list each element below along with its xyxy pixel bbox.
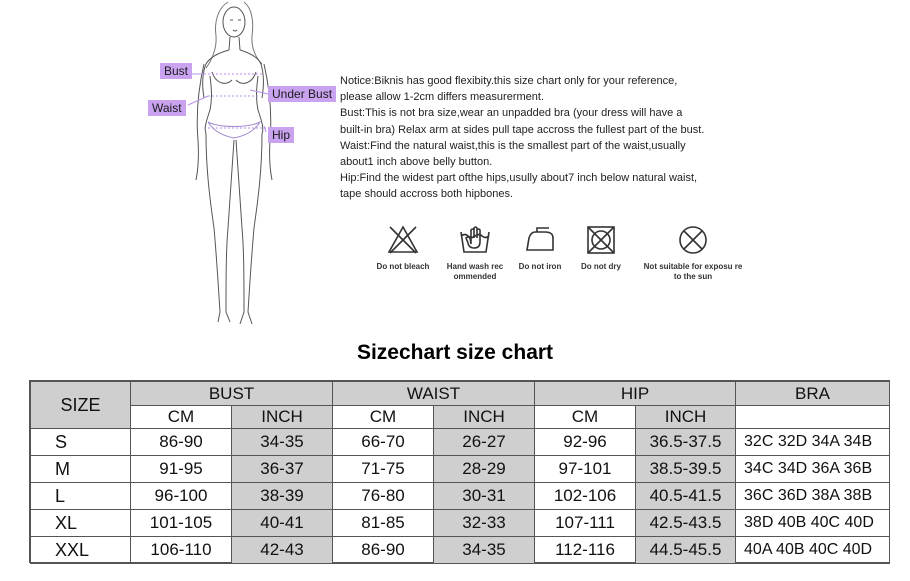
table-row	[31, 456, 890, 483]
table-cell: 96-100	[131, 483, 232, 510]
care-label: Do not iron	[518, 262, 562, 271]
bust-header: BUST	[131, 382, 333, 406]
size-cell: M	[31, 456, 131, 483]
table-cell: 38-39	[232, 483, 333, 510]
unit-cell: CM	[535, 406, 636, 429]
notice-line: about1 inch above belly button.	[340, 156, 493, 169]
table-cell: 40.5-41.5	[636, 483, 736, 510]
table-cell: 92-96	[535, 429, 636, 456]
size-notice	[340, 73, 790, 203]
size-cell: L	[31, 483, 131, 510]
unit-cell: INCH	[434, 406, 535, 429]
notice-line: Waist:Find the natural waist,this is the smallest part of the waist,usually	[340, 139, 686, 152]
bra-cell: 36C 36D 38A 38B	[736, 483, 890, 510]
hand-wash-icon	[458, 224, 492, 256]
size-cell: XL	[31, 510, 131, 537]
table-cell: 44.5-45.5	[636, 537, 736, 564]
notice-line: built-in bra) Relax arm at sides pull tape accross the fullest part of the bust.	[340, 123, 705, 136]
body-silhouette-icon	[140, 0, 340, 335]
table-cell: 28-29	[434, 456, 535, 483]
size-header: SIZE	[31, 382, 131, 429]
table-cell: 76-80	[333, 483, 434, 510]
bra-cell: 32C 32D 34A 34B	[736, 429, 890, 456]
table-cell: 40-41	[232, 510, 333, 537]
bra-cell: 34C 34D 36A 36B	[736, 456, 890, 483]
table-cell: 86-90	[131, 429, 232, 456]
table-cell: 32-33	[434, 510, 535, 537]
notice-line: Notice:Biknis has good flexibity.this size chart only for your reference,	[340, 75, 678, 87]
no-dry-icon	[584, 224, 618, 256]
size-cell: S	[31, 429, 131, 456]
no-sun-icon	[676, 224, 710, 256]
bust-label: Bust	[160, 63, 192, 79]
table-cell: 102-106	[535, 483, 636, 510]
under-bust-label: Under Bust	[268, 86, 336, 102]
table-cell: 42.5-43.5	[636, 510, 736, 537]
hip-header: HIP	[535, 382, 736, 406]
waist-header: WAIST	[333, 382, 535, 406]
table-cell: 42-43	[232, 537, 333, 564]
table-cell: 112-116	[535, 537, 636, 564]
notice-line: please allow 1-2cm differs measurerment.	[340, 91, 544, 104]
unit-cell: INCH	[232, 406, 333, 429]
table-row	[31, 429, 890, 456]
table-cell: 36-37	[232, 456, 333, 483]
table-cell: 38.5-39.5	[636, 456, 736, 483]
no-bleach-icon	[386, 224, 420, 256]
table-cell: 66-70	[333, 429, 434, 456]
no-iron-icon	[523, 224, 557, 256]
table-cell: 34-35	[232, 429, 333, 456]
unit-cell-empty	[736, 406, 890, 429]
notice-line: Bust:This is not bra size,wear an unpadded bra (your dress will have a	[340, 107, 683, 120]
care-label: Do not bleach	[376, 262, 430, 271]
table-group-header	[31, 382, 890, 406]
table-row	[31, 483, 890, 510]
table-row	[31, 510, 890, 537]
care-no-bleach	[372, 224, 434, 272]
table-cell: 106-110	[131, 537, 232, 564]
care-no-dry	[574, 224, 628, 272]
bra-cell: 40A 40B 40C 40D	[736, 537, 890, 564]
table-row	[31, 537, 890, 564]
table-cell: 26-27	[434, 429, 535, 456]
table-cell: 101-105	[131, 510, 232, 537]
table-unit-header	[31, 406, 890, 429]
care-hand-wash	[441, 224, 509, 282]
table-cell: 36.5-37.5	[636, 429, 736, 456]
table-cell: 97-101	[535, 456, 636, 483]
unit-cell: CM	[131, 406, 232, 429]
care-label: Hand wash rec ommended	[446, 262, 504, 281]
table-cell: 91-95	[131, 456, 232, 483]
size-chart-title: Sizechart size chart	[356, 341, 554, 364]
table-cell: 34-35	[434, 537, 535, 564]
table-cell: 30-31	[434, 483, 535, 510]
table-cell: 71-75	[333, 456, 434, 483]
table-cell: 107-111	[535, 510, 636, 537]
care-no-sun	[640, 224, 746, 282]
care-no-iron	[512, 224, 568, 272]
waist-label: Waist	[148, 100, 186, 116]
notice-line: tape should accross both hipbones.	[340, 188, 514, 201]
size-table-container	[29, 380, 890, 563]
table-cell: 86-90	[333, 537, 434, 564]
unit-cell: CM	[333, 406, 434, 429]
hip-label: Hip	[268, 127, 294, 143]
care-label: Not suitable for exposu re to the sun	[643, 262, 743, 281]
table-cell: 81-85	[333, 510, 434, 537]
notice-line: Hip:Find the widest part ofthe hips,usully about7 inch below natural waist,	[340, 172, 698, 185]
unit-cell: INCH	[636, 406, 736, 429]
bra-header: BRA	[736, 382, 890, 406]
size-cell: XXL	[31, 537, 131, 564]
bra-cell: 38D 40B 40C 40D	[736, 510, 890, 537]
body-figure	[140, 0, 340, 335]
size-table	[30, 381, 890, 564]
care-label: Do not dry	[581, 262, 621, 271]
